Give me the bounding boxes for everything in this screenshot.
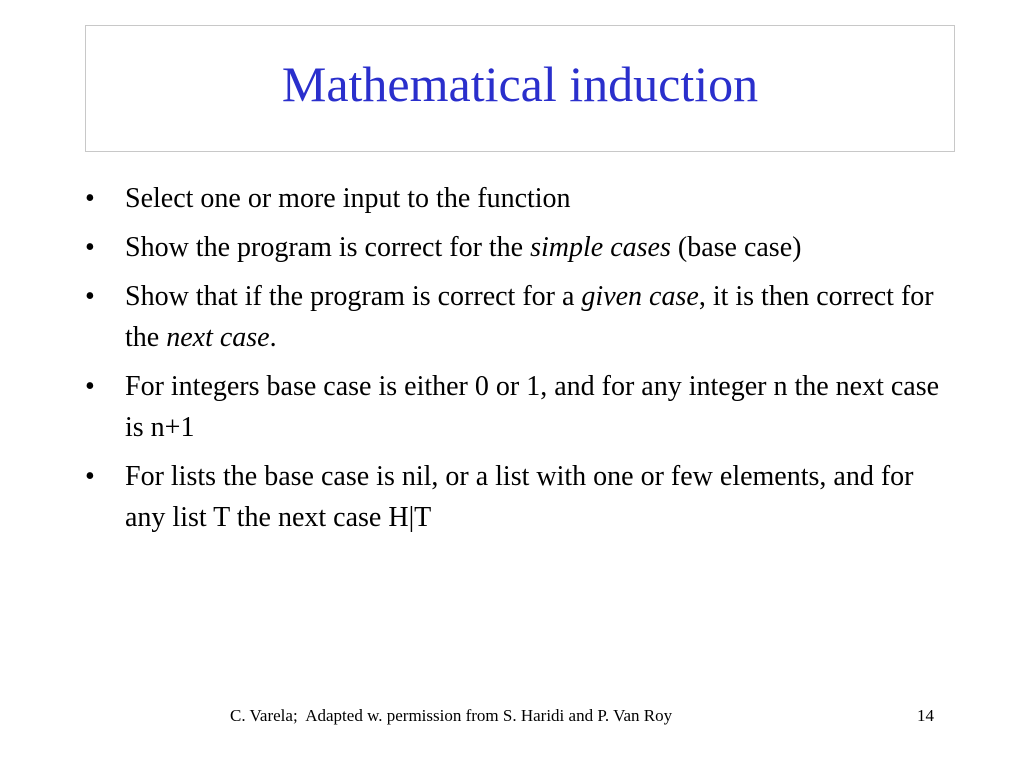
bullet-text (125, 366, 955, 448)
bullet-emphasis: simple cases (530, 232, 671, 263)
bullet-text-part: Show that if the program is correct for a (125, 281, 582, 312)
bullet-icon: • (85, 461, 95, 492)
bullet-text-part: Show the program is correct for the (125, 232, 531, 263)
bullet-text-part: For integers base case is either 0 or 1, and for any integer n the next case is n+1 (125, 371, 940, 443)
bullet-icon: • (85, 183, 95, 214)
bullet-text (125, 456, 955, 538)
list-item (85, 276, 955, 358)
footer-credit: C. Varela; Adapted w. permission from S. Haridi and P. Van Roy (230, 706, 673, 725)
bullet-icon: • (85, 281, 95, 312)
bullet-text-part: . (269, 322, 277, 353)
list-item (85, 178, 955, 219)
bullet-icon: • (85, 232, 95, 263)
list-item (85, 366, 955, 448)
bullet-text-part: (base case) (670, 232, 802, 263)
bullet-text (125, 227, 955, 268)
bullet-emphasis: given case (581, 281, 699, 312)
bullet-text (125, 276, 955, 358)
list-item (85, 227, 955, 268)
bullet-text-part: , it is then correct for the (125, 281, 934, 353)
bullet-list (85, 178, 955, 546)
slide-title: Mathematical induction (281, 55, 759, 112)
bullet-text-part: Select one or more input to the function (125, 183, 571, 214)
bullet-text (125, 178, 955, 219)
list-item (85, 456, 955, 538)
bullet-emphasis: next case (166, 322, 270, 353)
title-box (85, 25, 955, 152)
bullet-icon: • (85, 371, 95, 402)
page-number: 14 (917, 706, 934, 725)
bullet-text-part: For lists the base case is nil, or a list with one or few elements, and for any list T the next case H|T (125, 461, 914, 533)
